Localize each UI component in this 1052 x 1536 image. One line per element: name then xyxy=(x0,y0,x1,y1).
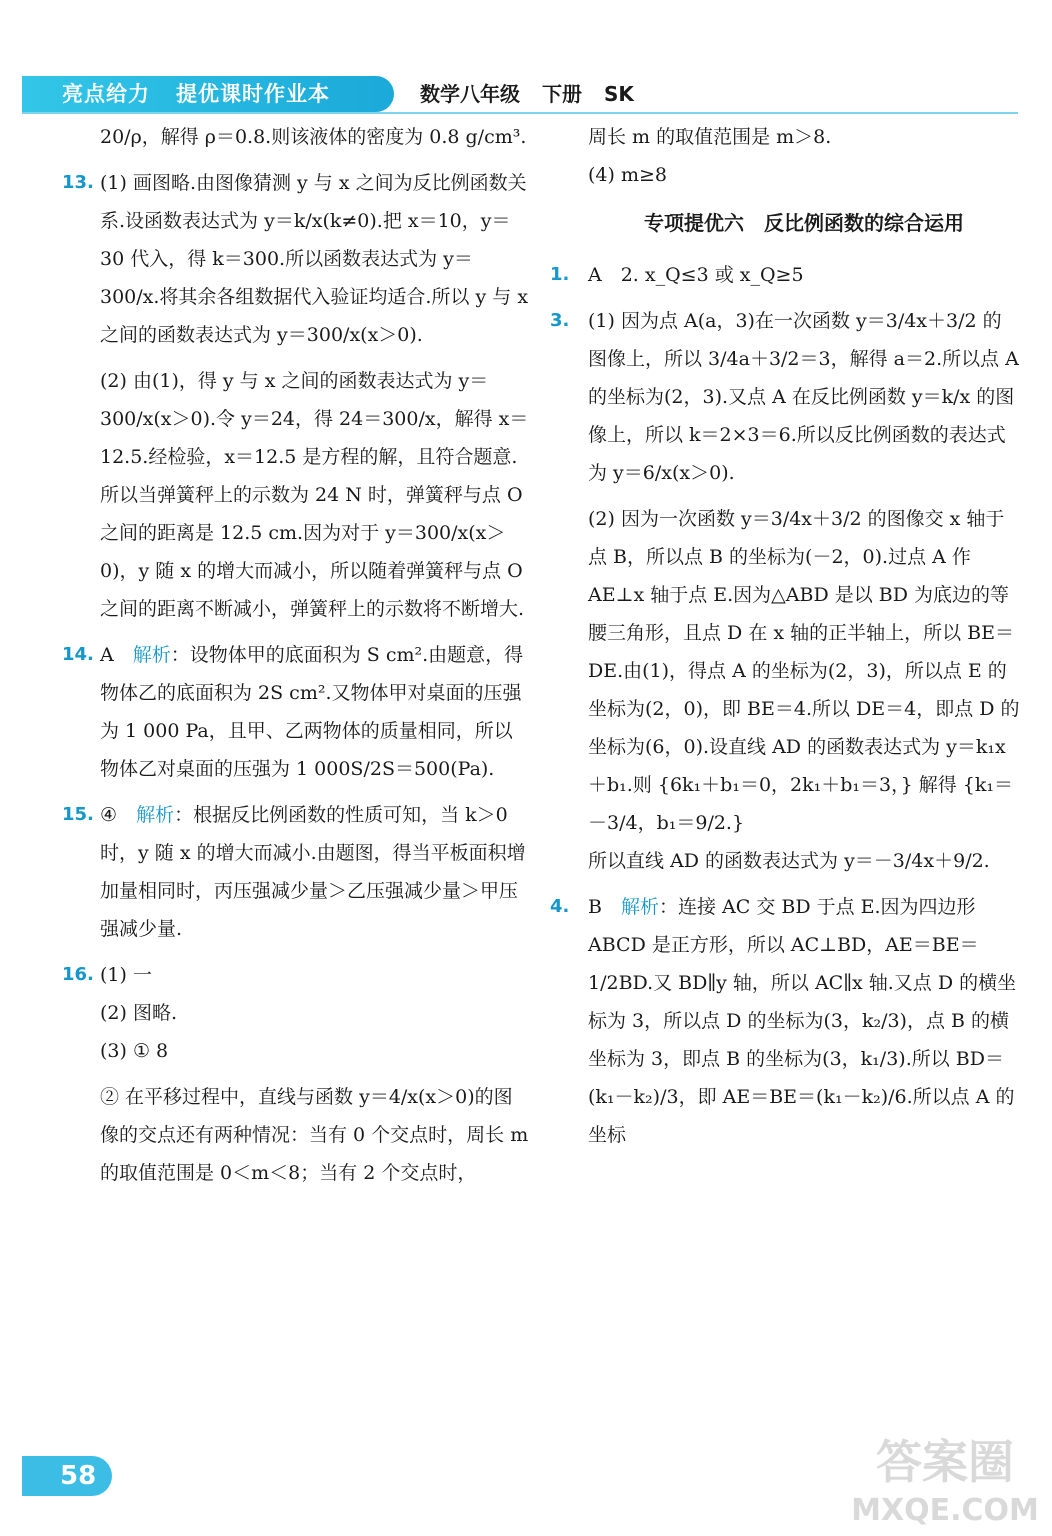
answer-paragraph: 周长 m 的取值范围是 m＞8. xyxy=(588,126,832,148)
watermark-url: MXQE.COM xyxy=(851,1493,1039,1528)
brand-banner xyxy=(22,76,394,112)
header-divider xyxy=(22,112,1018,114)
answer-16-part2: (2) 图略. xyxy=(100,1002,177,1024)
subject-grade: 数学八年级 xyxy=(420,82,520,106)
answer-3-part2: (2) 因为一次函数 y＝3/4x＋3/2 的图像交 x 轴于点 B，所以点 B 的坐标为(－2，0).过点 A 作 AE⊥x 轴于点 E.因为△ABD 是以 BD 为底边的等腰三角形，且点 D 在 x 轴的正半轴上，所以 BE＝DE.由(1)，得点 A 的坐标为(2，3)，所以点 E 的坐标为(2，0)，即 BE＝4.所以 DE＝4，即点 D 的坐标为(6，0).设直线 AD 的函数表达式为 y＝k₁x＋b₁.则 {6k₁＋b₁＝0，2k₁＋b₁＝3，} 解得 {k₁＝－3/4，b₁＝9/2.} xyxy=(588,508,1020,834)
left-column xyxy=(62,118,530,1192)
volume-label: 下册 xyxy=(542,82,582,106)
answer-15: 15. ④ 解析：根据反比例函数的性质可知，当 k＞0 时，y 随 x 的增大而减小.由题图，得当平板面积增加量相同时，丙压强减少量＞乙压强减少量＞甲压强减少量. xyxy=(100,796,530,948)
question-number: 15. xyxy=(62,804,94,825)
question-number: 13. xyxy=(62,172,94,193)
answer-14: 14. A 解析：设物体甲的底面积为 S cm².由题意，得物体乙的底面积为 2S cm².又物体甲对桌面的压强为 1 000 Pa，且甲、乙两物体的质量相同，所以物体乙对桌面的压强为 1 000S/2S＝500(Pa). xyxy=(100,636,530,788)
analysis-label: 解析 xyxy=(620,896,659,918)
section-title: 专项提优六 反比例函数的综合运用 xyxy=(644,211,964,235)
question-number: 3. xyxy=(550,310,570,331)
question-number: 14. xyxy=(62,644,94,665)
answer-paragraph: 20/ρ，解得 ρ＝0.8.则该液体的密度为 0.8 g/cm³. xyxy=(100,126,527,148)
page-header xyxy=(0,0,1052,118)
answer-16-part3: (3) ① 8 xyxy=(100,1040,169,1062)
question-number: 16. xyxy=(62,964,94,985)
subject-label xyxy=(420,78,634,110)
answer-4: 4. B 解析：连接 AC 交 BD 于点 E.因为四边形 ABCD 是正方形，所以 AC⊥BD，AE＝BE＝1/2BD.又 BD∥y 轴，所以 AC∥x 轴.又点 D 的横坐标为 3，所以点 D 的坐标为(3，k₂/3)，点 B 的横坐标为 3，即点 B 的坐标为(3，k₁/3).所以 BD＝(k₁－k₂)/3，即 AE＝BE＝(k₁－k₂)/6.所以点 A 的坐标 xyxy=(588,888,1020,1154)
answer-3-conclusion: 所以直线 AD 的函数表达式为 y＝－3/4x＋9/2. xyxy=(588,850,990,872)
question-number: 1. xyxy=(550,264,570,285)
answer-16: 16. (1) 一 xyxy=(100,956,530,994)
edition-label: SK xyxy=(604,82,634,106)
analysis-label: 解析 xyxy=(132,644,171,666)
answer-1-2: 1. A 2. x_Q≤3 或 x_Q≥5 xyxy=(588,256,1020,294)
answer-13: 13. (1) 画图略.由图像猜测 y 与 x 之间为反比例函数关系.设函数表达式为 y＝k/x(k≠0).把 x＝10，y＝30 代入，得 k＝300.所以函数表达式为 y＝300/x.将其余各组数据代入验证均适合.所以 y 与 x 之间的函数表达式为 y＝300/x(x＞0). xyxy=(100,164,530,354)
page-number: 58 xyxy=(22,1456,112,1496)
right-column xyxy=(550,118,1020,1154)
answer-16-part3b: ② 在平移过程中，直线与函数 y＝4/x(x＞0)的图像的交点还有两种情况：当有 0 个交点时，周长 m 的取值范围是 0＜m＜8；当有 2 个交点时， xyxy=(100,1086,529,1184)
answer-16-part4: (4) m≥8 xyxy=(588,164,667,186)
analysis-label: 解析 xyxy=(136,804,175,826)
brand-name: 亮点给力 xyxy=(62,82,150,106)
answer-3: 3. (1) 因为点 A(a，3)在一次函数 y＝3/4x＋3/2 的图像上，所以 3/4a＋3/2＝3，解得 a＝2.所以点 A 的坐标为(2，3).又点 A 在反比例函数 y＝k/x 的图像上，所以 k＝2×3＝6.所以反比例函数的表达式为 y＝6/x(x＞0). xyxy=(588,302,1020,492)
watermark-logo xyxy=(850,1420,1040,1530)
question-number: 4. xyxy=(550,896,570,917)
series-name: 提优课时作业本 xyxy=(176,82,330,106)
watermark-cn: 答案圈 xyxy=(876,1435,1014,1489)
answer-13-part2: (2) 由(1)，得 y 与 x 之间的函数表达式为 y＝300/x(x＞0).令 y＝24，得 24＝300/x，解得 x＝12.5.经检验，x＝12.5 是方程的解，且符合题意.所以当弹簧秤上的示数为 24 N 时，弹簧秤与点 O 之间的距离是 12.5 cm.因为对于 y＝300/x(x＞0)，y 随 x 的增大而减小，所以随着弹簧秤与点 O 之间的距离不断减小，弹簧秤上的示数将不断增大. xyxy=(100,370,529,620)
